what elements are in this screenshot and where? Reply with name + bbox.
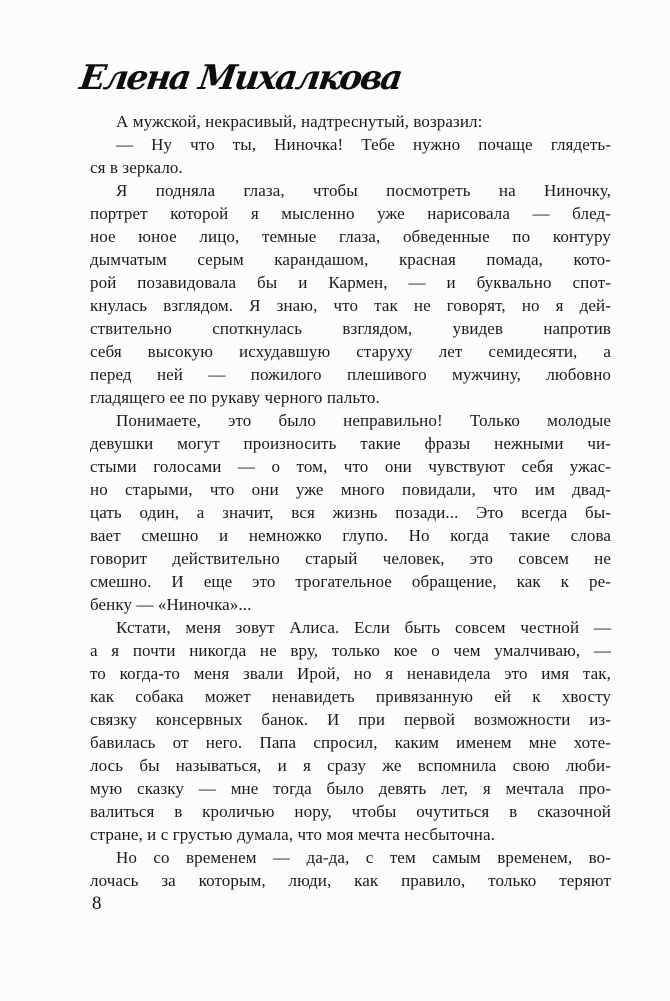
text-line: лочась за которым, люди, как правило, только теряют	[90, 871, 611, 890]
text-line: рой позавидовала бы и Кармен, — и буквально спот-	[90, 273, 611, 292]
text-line: как собака может ненавидеть привязанную ей к хвосту	[90, 687, 611, 706]
body-text-block	[90, 110, 611, 892]
text-line: связку консервных банок. И при первой возможности из-	[90, 710, 611, 729]
text-line: ся в зеркало.	[90, 158, 183, 177]
text-line: дымчатым серым карандашом, красная помада, кото-	[90, 250, 611, 269]
text-line: стыми голосами — о том, что они чувствуют себя ужас-	[90, 457, 611, 476]
text-line: ное юное лицо, темные глаза, обведенные по контуру	[90, 227, 611, 246]
text-line: мую сказку — мне тогда было девять лет, я мечтала про-	[90, 779, 611, 798]
text-line: себя высокую исхудавшую старуху лет семидесяти, а	[90, 342, 611, 361]
text-line: портрет которой я мысленно уже нарисовала — блед-	[90, 204, 611, 223]
page-number: 8	[92, 893, 102, 914]
text-line: бенку — «Ниночка»...	[90, 595, 252, 614]
text-line: то когда-то меня звали Ирой, но я ненавидела это имя так,	[90, 664, 611, 683]
running-head-author: Елена Михалкова	[77, 58, 404, 98]
text-line: но старыми, что они уже много повидали, что им двад-	[90, 480, 611, 499]
text-line: гладящего ее по рукаву черного пальто.	[90, 388, 380, 407]
text-line: лось бы называться, и я сразу же вспомнила свою люби-	[90, 756, 611, 775]
text-line: — Ну что ты, Ниночка! Тебе нужно почаще глядеть-	[116, 135, 611, 154]
text-line: говорит действительно старый человек, это совсем не	[90, 549, 611, 568]
text-line: Я подняла глаза, чтобы посмотреть на Ниночку,	[116, 181, 611, 200]
text-line: Понимаете, это было неправильно! Только молодые	[116, 411, 611, 430]
text-line: а я почти никогда не вру, только кое о чем умалчиваю, —	[90, 641, 611, 660]
text-line: смешно. И еще это трогательное обращение, как к ре-	[90, 572, 611, 591]
text-line: перед ней — пожилого плешивого мужчину, любовно	[90, 365, 611, 384]
text-line: Но со временем — да-да, с тем самым временем, во-	[116, 848, 611, 867]
text-line: кнулась взглядом. Я знаю, что так не говорят, но я дей-	[90, 296, 611, 315]
text-line: цать один, а значит, вся жизнь позади... Это всегда бы-	[90, 503, 611, 522]
text-line: бавилась от него. Папа спросил, каким именем мне хоте-	[90, 733, 611, 752]
text-line: ствительно споткнулась взглядом, увидев напротив	[90, 319, 611, 338]
text-line: А мужской, некрасивый, надтреснутый, возразил:	[116, 112, 483, 131]
text-line: девушки могут произносить такие фразы нежными чи-	[90, 434, 611, 453]
text-line: валиться в кроличью нору, чтобы очутиться в сказочной	[90, 802, 611, 821]
text-line: Кстати, меня зовут Алиса. Если быть совсем честной —	[116, 618, 611, 637]
text-line: вает смешно и немножко глупо. Но когда такие слова	[90, 526, 611, 545]
text-line: стране, и с грустью думала, что моя мечта несбыточна.	[90, 825, 495, 844]
